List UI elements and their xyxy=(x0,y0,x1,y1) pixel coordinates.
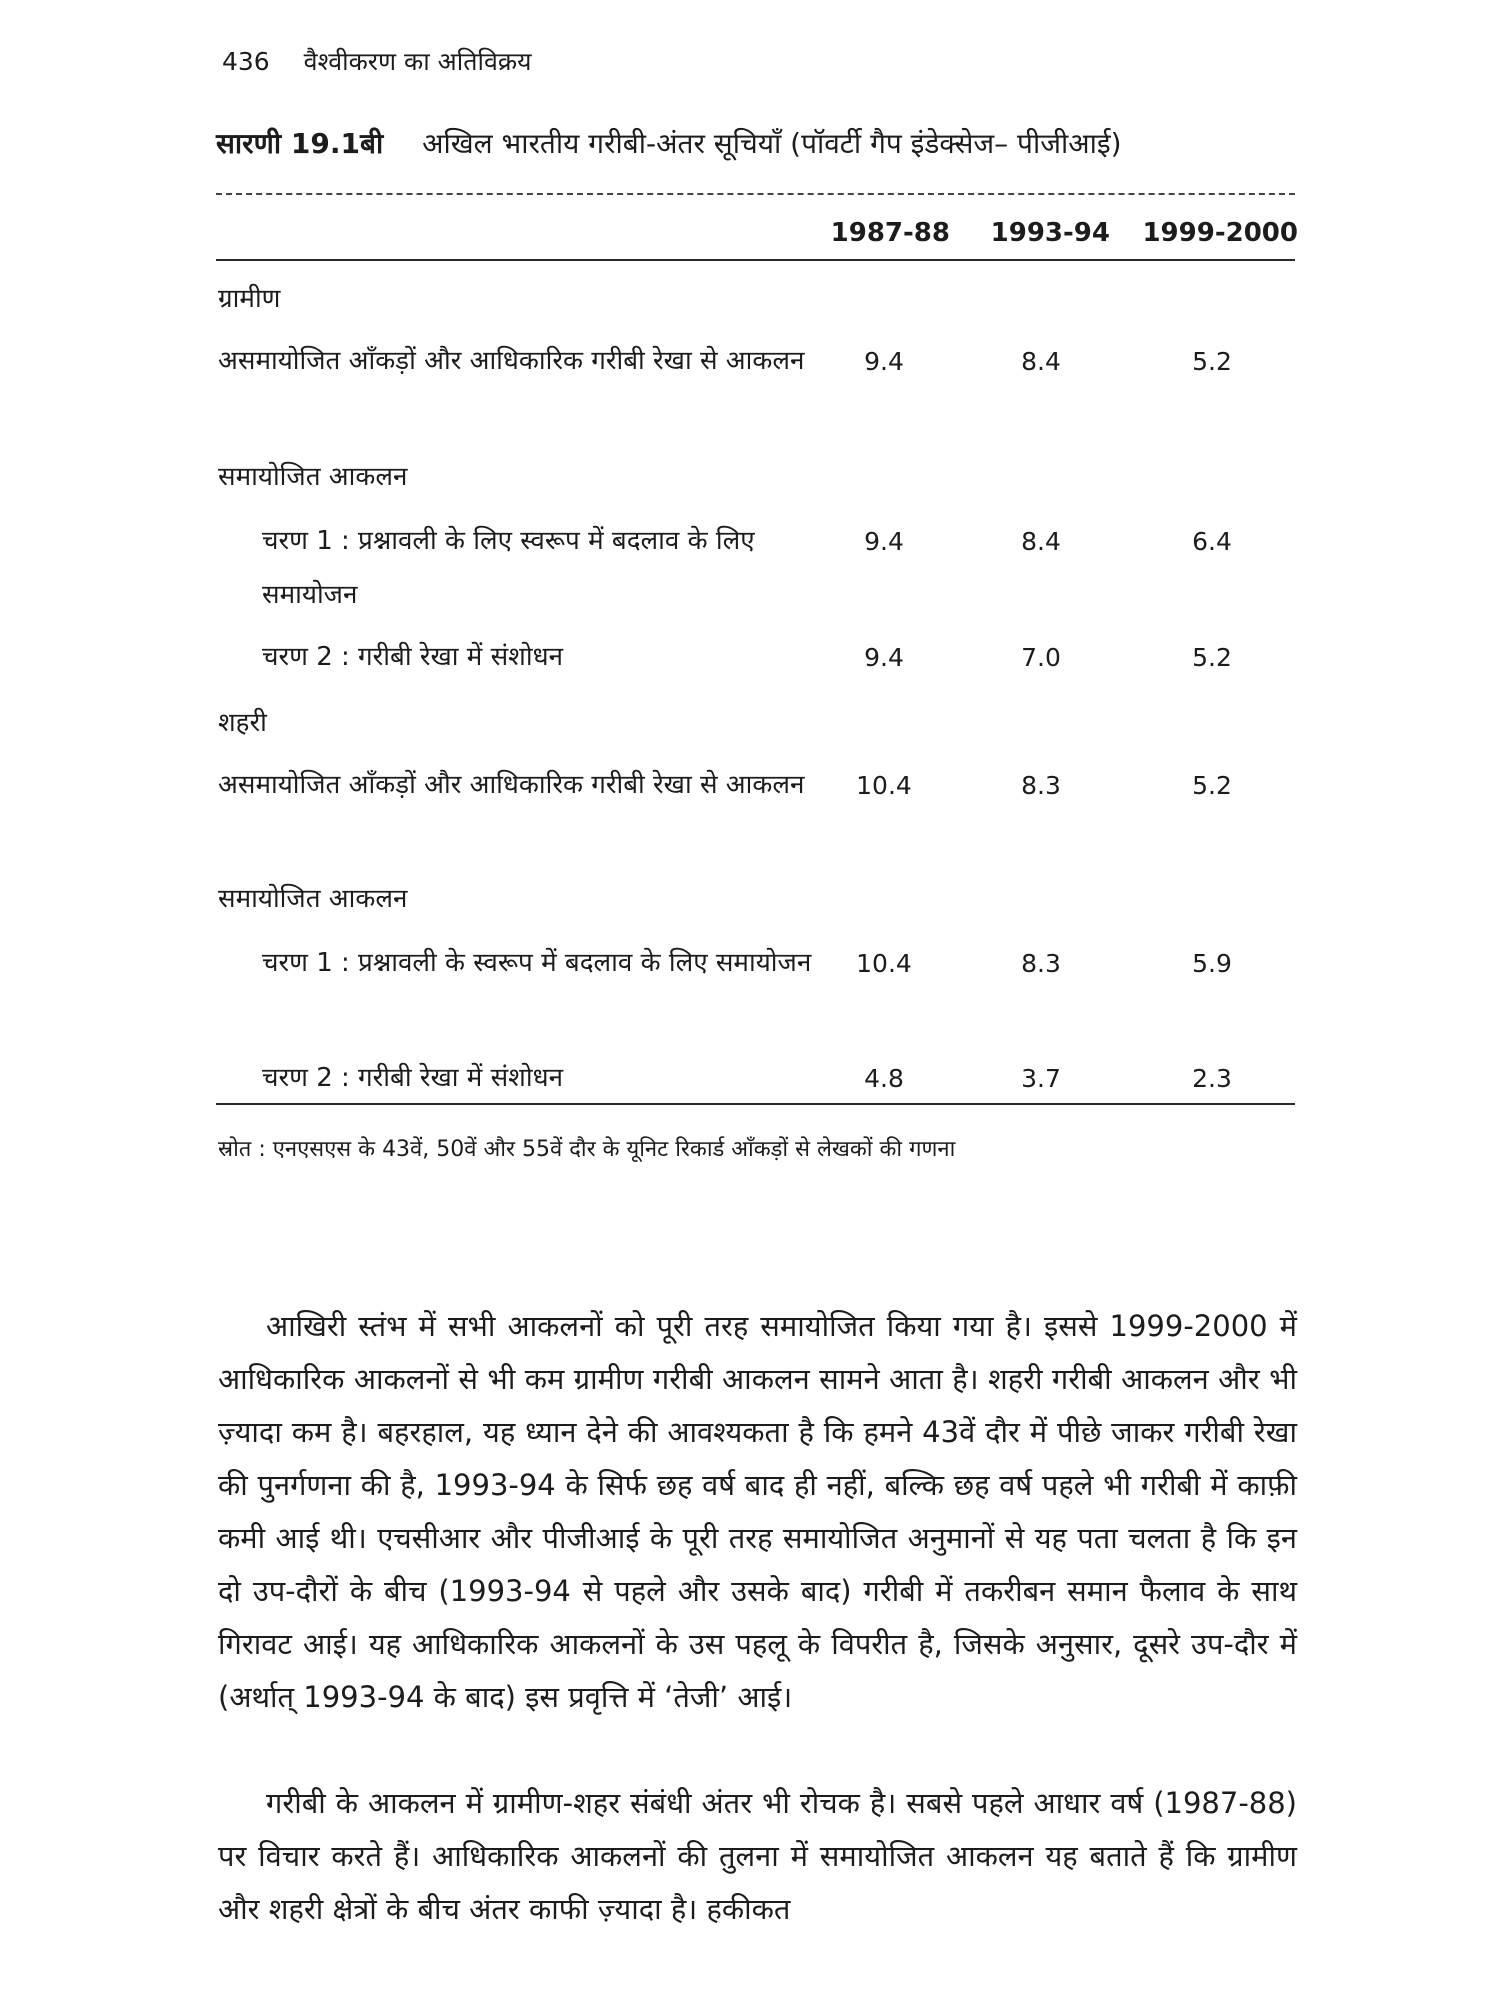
running-header xyxy=(222,44,532,78)
body-paragraph: गरीबी के आकलन में ग्रामीण-शहर संबंधी अंतर भी रोचक है। सबसे पहले आधार वर्ष (1987-88) पर विचार करते हैं। आधिकारिक आकलनों की तुलना में समायोजित आकलन यह बताते हैं कि ग्रामीण और शहरी क्षेत्रों के बीच अंतर काफी ज़्यादा है। हकीकत xyxy=(218,1786,1297,1926)
section-heading-rural: ग्रामीण xyxy=(218,284,281,314)
table-cell: 7.0 xyxy=(1021,643,1061,672)
page-number: 436 xyxy=(222,47,270,76)
table-cell: 5.9 xyxy=(1192,949,1232,978)
table-cell: 8.4 xyxy=(1021,347,1061,376)
table-cell: 2.3 xyxy=(1192,1064,1232,1093)
table-cell: 3.7 xyxy=(1021,1064,1061,1093)
table-cell: 5.2 xyxy=(1192,771,1232,800)
table-source-note: स्रोत : एनएसएस के 43वें, 50वें और 55वें दौर के यूनिट रिकार्ड आँकड़ों से लेखकों की गणना xyxy=(218,1137,956,1162)
book-title: वैश्वीकरण का अतिविक्रय xyxy=(303,47,532,76)
table-row-label: चरण 1 : प्रश्नावली के स्वरूप में बदलाव के लिए समायोजन xyxy=(262,948,812,978)
table-top-rule xyxy=(216,193,1295,195)
table-cell: 8.4 xyxy=(1021,527,1061,556)
table-row-label: असमायोजित आँकड़ों और आधिकारिक गरीबी रेखा से आकलन xyxy=(218,770,805,800)
table-cell: 9.4 xyxy=(864,347,904,376)
table-cell: 10.4 xyxy=(856,771,912,800)
subsection-heading: समायोजित आकलन xyxy=(218,462,408,492)
body-paragraph: आखिरी स्तंभ में सभी आकलनों को पूरी तरह समायोजित किया गया है। इससे 1999-2000 में आधिकारिक आकलनों से भी कम ग्रामीण गरीबी आकलन सामने आता है। शहरी गरीबी आकलन और भी ज़्यादा कम है। बहरहाल, यह ध्यान देने की आवश्यकता है कि हमने 43वें दौर में पीछे जाकर गरीबी रेखा की पुनर्गणना की है, 1993-94 के सिर्फ छह वर्ष बाद ही नहीं, बल्कि छह वर्ष पहले भी गरीबी में काफ़ी कमी आई थी। एचसीआर और पीजीआई के पूरी तरह समायोजित अनुमानों से यह पता चलता है कि इन दो उप-दौरों के बीच (1993-94 से पहले और उसके बाद) गरीबी में तकरीबन समान फैलाव के साथ गिरावट आई। यह आधिकारिक आकलनों के उस पहलू के विपरीत है, जिसके अनुसार, दूसरे उप-दौर में (अर्थात् 1993-94 के बाद) इस प्रवृत्ति में ‘तेजी’ आई। xyxy=(218,1309,1297,1714)
subsection-heading: समायोजित आकलन xyxy=(218,884,408,914)
table-cell: 4.8 xyxy=(864,1064,904,1093)
section-heading-urban: शहरी xyxy=(218,708,267,738)
table-cell: 5.2 xyxy=(1192,347,1232,376)
table-cell: 5.2 xyxy=(1192,643,1232,672)
table-cell: 10.4 xyxy=(856,949,912,978)
table-row-label: असमायोजित आँकड़ों और आधिकारिक गरीबी रेखा से आकलन xyxy=(218,346,805,376)
table-caption xyxy=(216,124,1122,162)
table-row-label: चरण 1 : प्रश्नावली के लिए स्वरूप में बदलाव के लिए समायोजन xyxy=(262,526,755,610)
table-bottom-rule xyxy=(216,1103,1295,1105)
table-caption-label: सारणी 19.1बी xyxy=(216,127,384,160)
table-cell: 8.3 xyxy=(1021,949,1061,978)
table-cell: 9.4 xyxy=(864,527,904,556)
table-caption-title: अखिल भारतीय गरीबी-अंतर सूचियाँ (पॉवर्टी गैप इंडेक्सेज– पीजीआई) xyxy=(422,127,1122,160)
table-cell: 6.4 xyxy=(1192,527,1232,556)
column-header-1993: 1993-94 xyxy=(990,218,1110,248)
table-row-label: चरण 2 : गरीबी रेखा में संशोधन xyxy=(262,642,564,672)
column-header-1987: 1987-88 xyxy=(830,218,950,248)
table-cell: 9.4 xyxy=(864,643,904,672)
column-header-1999: 1999-2000 xyxy=(1142,218,1298,248)
table-cell: 8.3 xyxy=(1021,771,1061,800)
table-row-label: चरण 2 : गरीबी रेखा में संशोधन xyxy=(262,1063,564,1093)
header-rule xyxy=(216,259,1295,261)
